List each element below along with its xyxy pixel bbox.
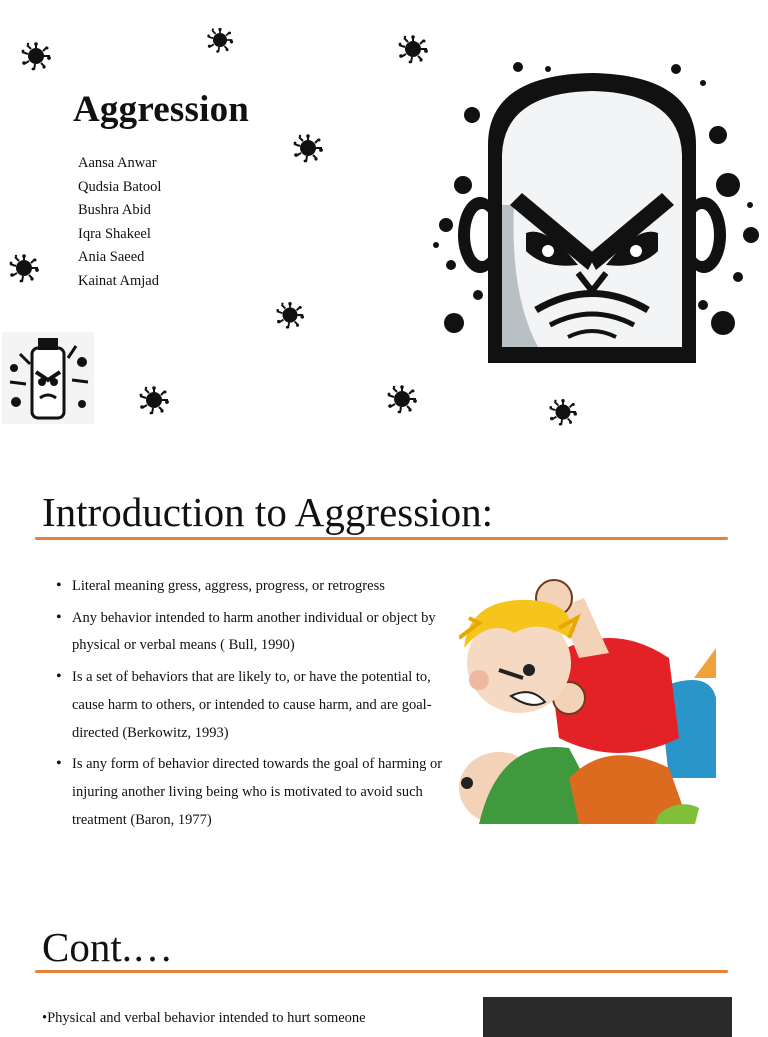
author-item: Iqra Shakeel bbox=[78, 225, 151, 242]
bullet-item: • Is any form of behavior directed towards the goal of harming or injuring another living being who is motivated to avoid such treatment (Baron, 1977) bbox=[56, 751, 456, 834]
author-item: Ania Saeed bbox=[78, 249, 145, 265]
author-item: Bushra Abid bbox=[78, 202, 151, 218]
body-text: •Physical and verbal behavior intended to hurt someone bbox=[42, 1010, 366, 1026]
bullet-item: • Literal meaning gress, aggress, progress, or retrogress bbox=[56, 573, 456, 601]
slide-title: Aggression bbox=[73, 89, 250, 130]
author-list bbox=[78, 152, 161, 293]
introduction-slide bbox=[0, 460, 768, 880]
kids-fighting-illustration bbox=[459, 578, 716, 824]
bullet-item: • Is a set of behaviors that are likely to, or have the potential to, cause harm to others, or intended to cause harm, and are goal-directed (Berkowitz, 1993) bbox=[56, 664, 456, 747]
angry-face-icon bbox=[418, 55, 766, 370]
ink-splat-icon bbox=[291, 131, 325, 165]
author-item: Kainat Amjad bbox=[78, 272, 159, 289]
slide-heading: Cont.… bbox=[42, 924, 173, 970]
ink-splat-icon bbox=[385, 382, 419, 416]
heading-underline bbox=[35, 537, 728, 540]
ink-splat-icon bbox=[205, 25, 235, 55]
ink-splat-icon bbox=[547, 396, 579, 428]
title-slide bbox=[0, 0, 768, 440]
author-item: Aansa Anwar bbox=[78, 155, 157, 171]
author-item: Qudsia Batool bbox=[78, 178, 162, 195]
photo bbox=[483, 997, 732, 1037]
continuation-slide bbox=[0, 905, 768, 1024]
ink-splat-icon bbox=[137, 383, 171, 417]
ink-splat-icon bbox=[7, 251, 41, 285]
slide-heading: Introduction to Aggression: bbox=[42, 489, 493, 535]
bullet-item: • Any behavior intended to harm another individual or object by physical or verbal means ( Bull, 1990) bbox=[56, 605, 456, 660]
ink-splat-icon bbox=[274, 299, 306, 331]
bullet-list bbox=[56, 573, 456, 838]
heading-underline bbox=[35, 970, 728, 973]
angry-bottle-icon bbox=[2, 332, 94, 424]
ink-splat-icon bbox=[19, 39, 53, 73]
